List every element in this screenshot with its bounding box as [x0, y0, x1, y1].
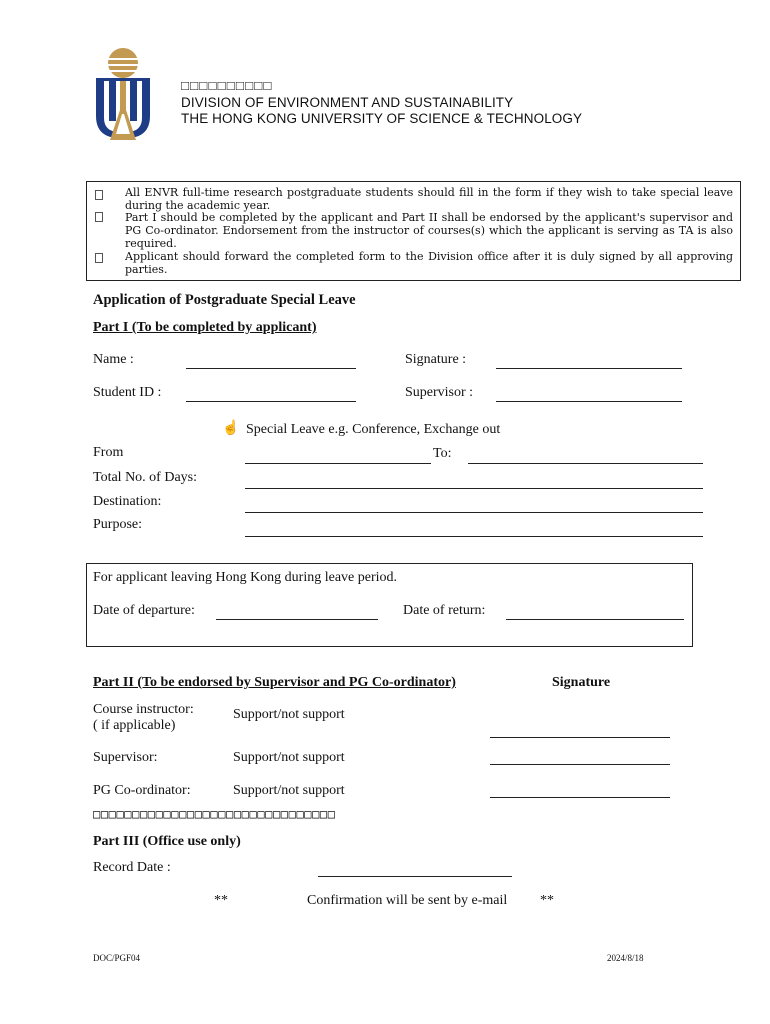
part1-heading: Part I (To be completed by applicant)	[93, 320, 317, 335]
total-days-label: Total No. of Days:	[93, 470, 198, 485]
signature-field[interactable]	[496, 368, 682, 369]
student-id-field[interactable]	[186, 401, 356, 402]
stars-right: **	[540, 893, 554, 908]
doc-date: 2024/8/18	[607, 953, 644, 963]
stars-left: **	[214, 893, 228, 908]
note-3: Applicant should forward the completed form to the Division office after it is duly signed by all approving parties.	[125, 250, 733, 276]
bullet-icon	[95, 212, 103, 222]
pg-coordinator-label: PG Co-ordinator:	[93, 783, 191, 798]
to-label: To:	[433, 446, 452, 461]
missing-glyph-row: □□□□□□□□□□	[181, 78, 273, 93]
note-1: All ENVR full-time research postgraduate students should fill in the form if they wish to take special leave during the academic year.	[125, 186, 733, 212]
supervisor-endorse-label: Supervisor:	[93, 750, 158, 765]
missing-glyph-row: □□□□□□□□□□□□□□□□□□□□□□□□□□□□□□□	[93, 807, 336, 821]
university-name: THE HONG KONG UNIVERSITY OF SCIENCE & TECHNOLOGY	[181, 111, 583, 126]
travel-heading: For applicant leaving Hong Kong during leave period.	[93, 570, 398, 585]
pg-coordinator-support[interactable]: Support/not support	[233, 783, 345, 798]
signature-heading: Signature	[552, 675, 611, 690]
confirmation-note: Confirmation will be sent by e-mail	[307, 893, 508, 908]
name-label: Name :	[93, 352, 134, 367]
signature-label: Signature :	[405, 352, 467, 367]
course-instructor-signature[interactable]	[490, 737, 670, 738]
record-date-label: Record Date :	[93, 860, 171, 875]
supervisor-field[interactable]	[496, 401, 682, 402]
if-applicable-label: ( if applicable)	[93, 718, 176, 733]
return-field[interactable]	[506, 619, 684, 620]
doc-code: DOC/PGF04	[93, 953, 141, 963]
total-days-field[interactable]	[245, 488, 703, 489]
course-instructor-support[interactable]: Support/not support	[233, 707, 345, 722]
to-field[interactable]	[468, 463, 703, 464]
departure-field[interactable]	[216, 619, 378, 620]
departure-label: Date of departure:	[93, 603, 195, 618]
note-2: Part I should be completed by the applicant and Part II shall be endorsed by the applicant's supervisor and PG Co-ordinator. Endorsement from the instructor of courses(s) which the applicant is serving as TA is also required.	[125, 211, 733, 250]
supervisor-support[interactable]: Support/not support	[233, 750, 345, 765]
chinese-title	[181, 78, 273, 93]
purpose-field[interactable]	[245, 536, 703, 537]
from-field[interactable]	[245, 463, 431, 464]
purpose-label: Purpose:	[93, 517, 142, 532]
name-field[interactable]	[186, 368, 356, 369]
from-label: From	[93, 445, 124, 460]
pointing-hand-icon: ☝	[222, 421, 240, 436]
supervisor-signature[interactable]	[490, 764, 670, 765]
instructions-box	[86, 181, 741, 281]
destination-field[interactable]	[245, 512, 703, 513]
destination-label: Destination:	[93, 494, 162, 509]
record-date-field[interactable]	[318, 876, 512, 877]
bullet-icon	[95, 253, 103, 263]
division-name: DIVISION OF ENVIRONMENT AND SUSTAINABILITY	[181, 95, 514, 110]
part2-heading: Part II (To be endorsed by Supervisor and PG Co-ordinator)	[93, 675, 456, 690]
special-leave-label: Special Leave e.g. Conference, Exchange out	[246, 422, 501, 437]
part3-heading: Part III (Office use only)	[93, 834, 241, 849]
return-label: Date of return:	[403, 603, 486, 618]
supervisor-label: Supervisor :	[405, 385, 474, 400]
pg-coordinator-signature[interactable]	[490, 797, 670, 798]
bullet-icon	[95, 190, 103, 200]
course-instructor-label: Course instructor:	[93, 702, 194, 717]
university-logo	[92, 48, 154, 144]
form-title: Application of Postgraduate Special Leave	[93, 292, 356, 308]
student-id-label: Student ID :	[93, 385, 162, 400]
